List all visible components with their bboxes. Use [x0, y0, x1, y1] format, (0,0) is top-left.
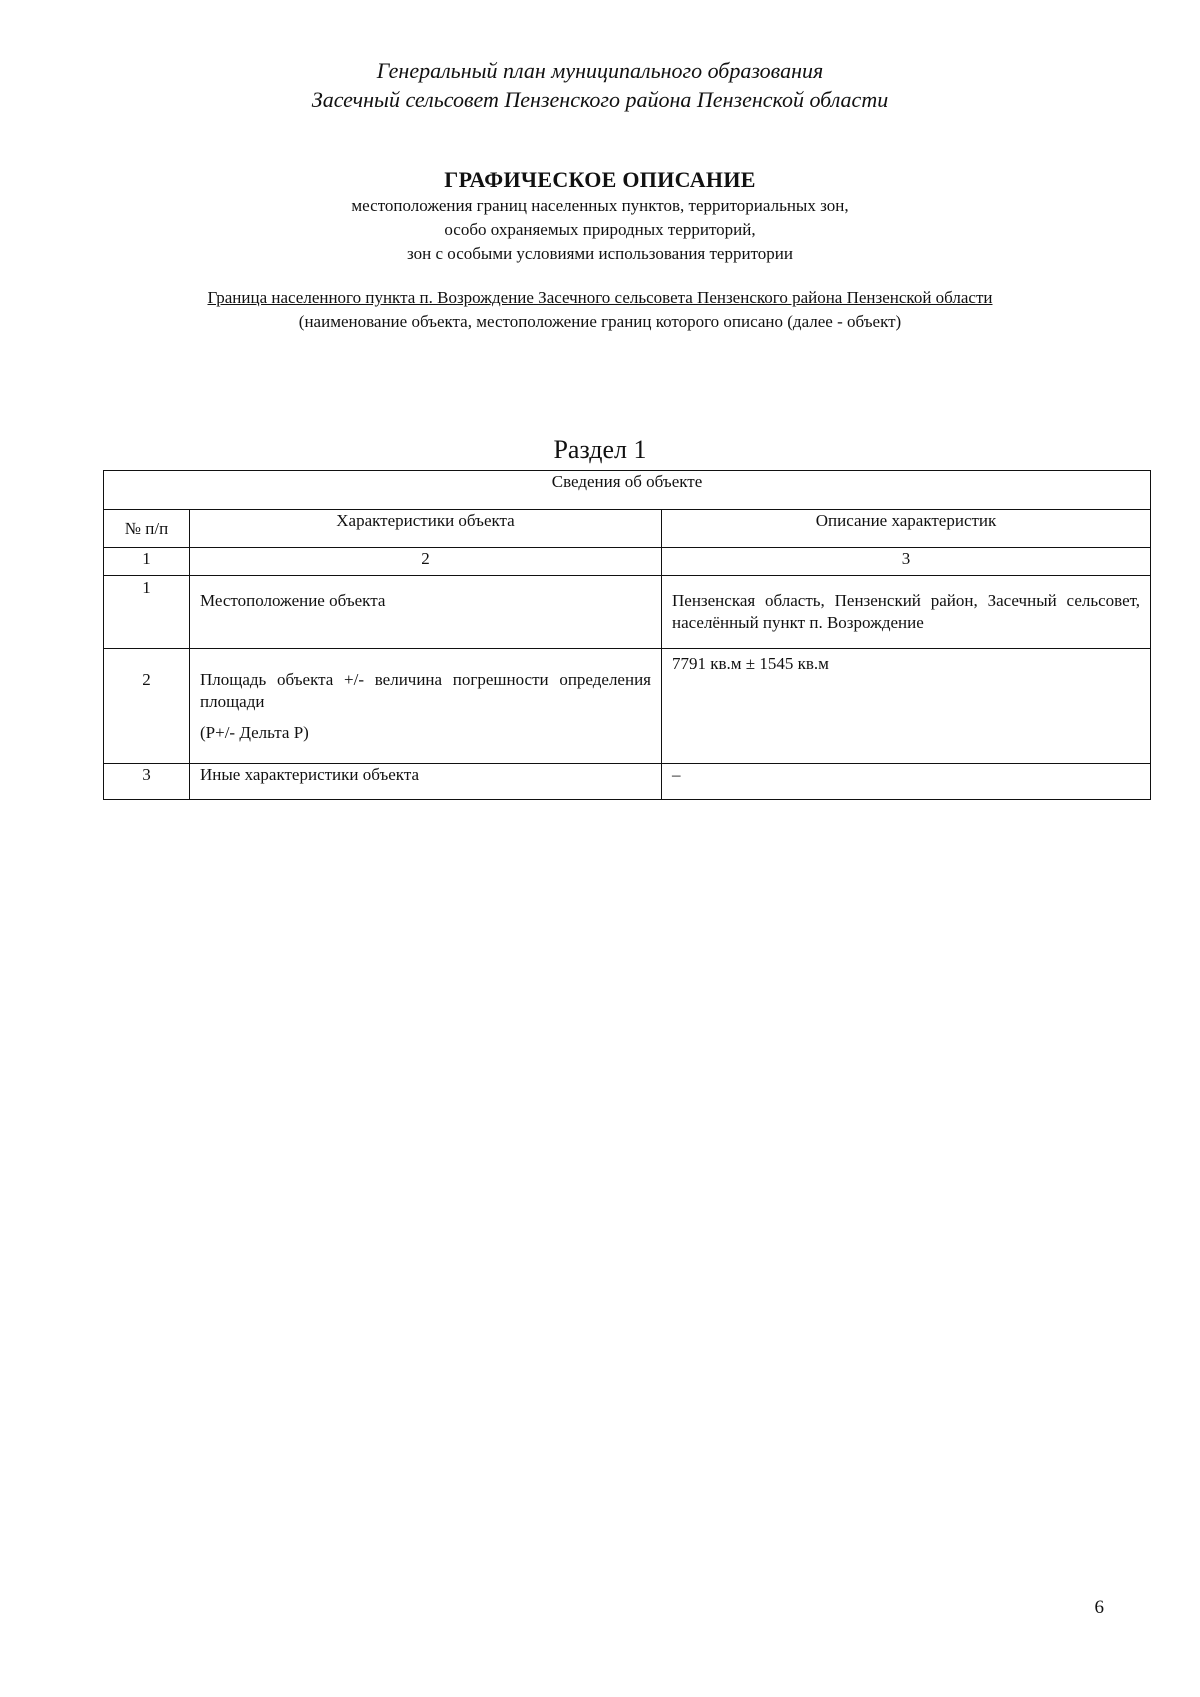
table-column-numbers-row [104, 548, 1151, 576]
subtitle-line-1: местоположения границ населенных пунктов, территориальных зон, [351, 196, 849, 215]
table-caption: Сведения об объекте [104, 471, 1151, 510]
object-block [0, 286, 1200, 334]
row-description: – [662, 764, 1151, 800]
row-description: 7791 кв.м ± 1545 кв.м [662, 649, 1151, 764]
row-characteristic: Иные характеристики объекта [190, 764, 662, 800]
page-number: 6 [1094, 1597, 1104, 1618]
document-header [0, 56, 1200, 114]
row-number: 3 [104, 764, 190, 800]
column-number-2: 2 [190, 548, 662, 576]
header-line-2: Засечный сельсовет Пензенского района Пензенской области [311, 87, 889, 112]
object-info-table [103, 470, 1151, 800]
table-row [104, 576, 1151, 649]
header-description: Описание характеристик [662, 510, 1151, 548]
row-number: 1 [104, 576, 190, 649]
row-characteristic: Местоположение объекта [190, 576, 662, 649]
header-line-1: Генеральный план муниципального образования [376, 58, 824, 83]
section-title: Раздел 1 [553, 435, 647, 464]
row-description: Пензенская область, Пензенский район, Засечный сельсовет, населённый пункт п. Возрождение [662, 576, 1151, 649]
row-characteristic-cell [190, 649, 662, 764]
header-number: № п/п [104, 510, 190, 548]
object-caption: (наименование объекта, местоположение границ которого описано (далее - объект) [298, 312, 902, 331]
object-name: Граница населенного пункта п. Возрождение Засечного сельсовета Пензенского района Пензенской области [207, 288, 993, 307]
document-title: ГРАФИЧЕСКОЕ ОПИСАНИЕ [444, 167, 756, 192]
row-number: 2 [104, 649, 190, 764]
subtitle-line-3: зон с особыми условиями использования территории [407, 244, 793, 263]
table-row [104, 649, 1151, 764]
row-characteristic-formula: (Р+/- Дельта Р) [200, 723, 309, 742]
title-block [0, 166, 1200, 266]
column-number-1: 1 [104, 548, 190, 576]
subtitle-line-2: особо охраняемых природных территорий, [444, 220, 756, 239]
table-row [104, 764, 1151, 800]
table-header-row [104, 510, 1151, 548]
table-caption-row [104, 471, 1151, 510]
header-characteristics: Характеристики объекта [190, 510, 662, 548]
column-number-3: 3 [662, 548, 1151, 576]
row-characteristic: Площадь объекта +/- величина погрешности определения площади [200, 670, 651, 711]
